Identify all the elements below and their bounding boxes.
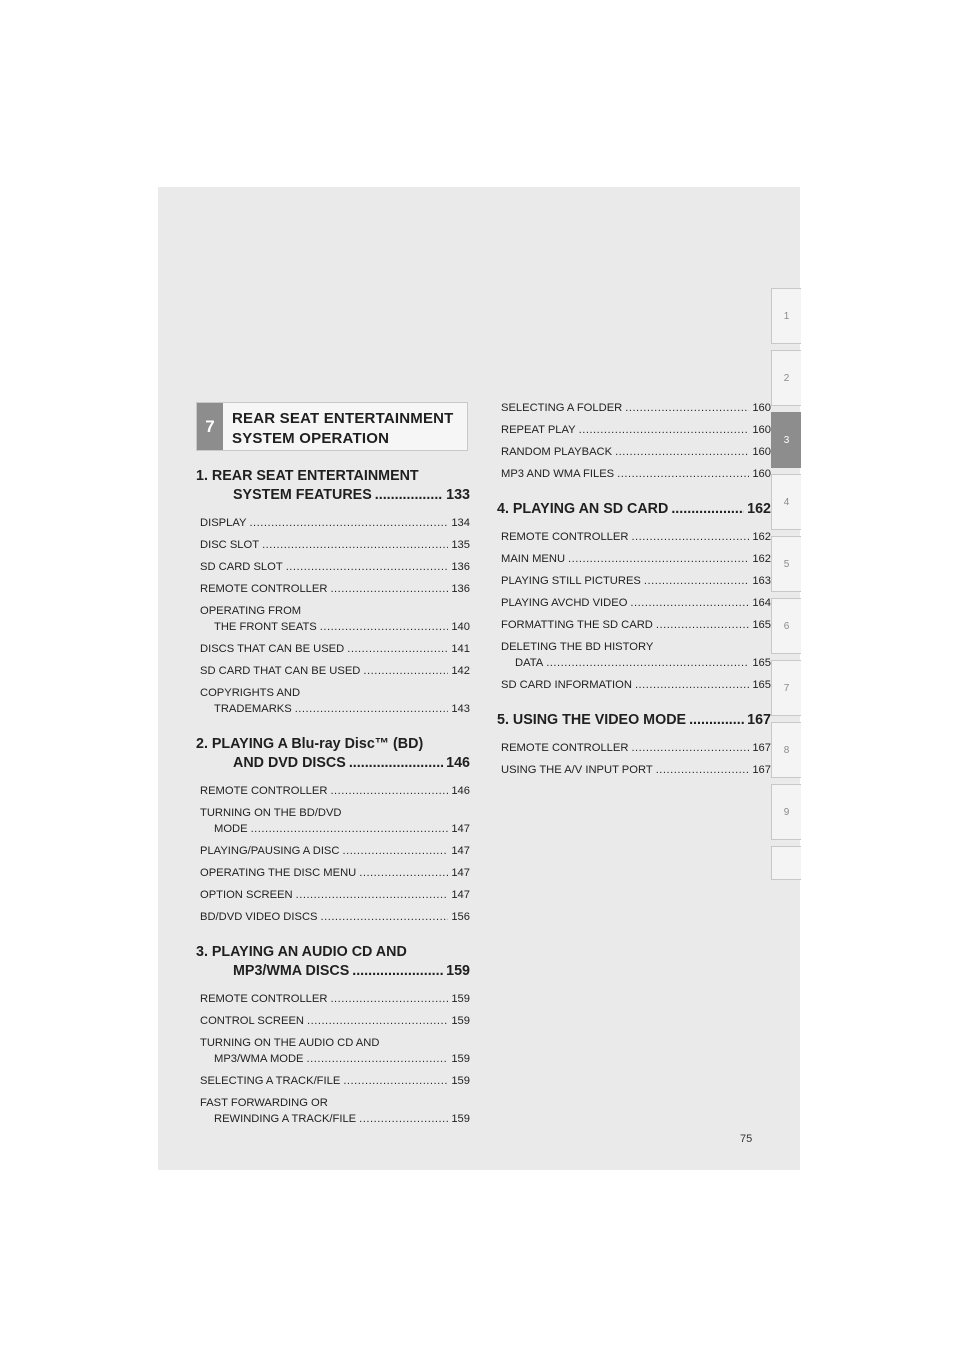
toc-entry[interactable]	[497, 551, 773, 567]
toc-entry[interactable]	[196, 559, 472, 575]
toc-entry-page: 159	[451, 1053, 470, 1065]
toc-entry-title: BD/DVD VIDEO DISCS	[200, 911, 318, 923]
toc-entry-title: DISPLAY	[200, 517, 247, 529]
section-number: 7	[197, 403, 223, 450]
toc-entry-page: 142	[451, 665, 470, 677]
toc-entry-title: SD CARD THAT CAN BE USED	[200, 665, 361, 677]
toc-entry[interactable]	[196, 603, 472, 635]
toc-entry-page: 140	[451, 621, 470, 633]
toc-entry[interactable]	[497, 762, 773, 778]
toc-entry-page: 162	[752, 531, 771, 543]
toc-entry[interactable]	[497, 639, 773, 671]
chapter-title-line1: 3. PLAYING AN AUDIO CD AND	[196, 944, 407, 960]
toc-entry-title: REMOTE CONTROLLER	[200, 583, 328, 595]
toc-entry-title: REMOTE CONTROLLER	[501, 742, 629, 754]
toc-entry-page: 136	[451, 561, 470, 573]
toc-entry-title: MAIN MENU	[501, 553, 566, 565]
toc-entry-title-line2: THE FRONT SEATS	[214, 621, 317, 633]
toc-entry-title: RANDOM PLAYBACK	[501, 446, 613, 458]
chapter-3-heading[interactable]	[196, 943, 472, 981]
toc-entry[interactable]	[497, 400, 773, 416]
toc-right-column	[497, 400, 773, 784]
toc-entry-title: MP3 AND WMA FILES	[501, 468, 615, 480]
toc-entry-page: 159	[451, 1015, 470, 1027]
toc-entry[interactable]	[497, 573, 773, 589]
toc-entry[interactable]	[196, 865, 472, 881]
toc-entry-title-line2: REWINDING A TRACK/FILE	[214, 1113, 357, 1125]
toc-entry-title: USING THE A/V INPUT PORT	[501, 764, 653, 776]
chapter-tab-6[interactable]: 6	[771, 598, 801, 654]
chapter-title-line1: 2. PLAYING A Blu-ray Disc™ (BD)	[196, 736, 424, 752]
chapter-page: 146	[446, 755, 470, 771]
section-title	[223, 403, 454, 450]
toc-entry-title: PLAYING STILL PICTURES	[501, 575, 641, 587]
toc-entry-title: REMOTE CONTROLLER	[501, 531, 629, 543]
chapter-4-heading[interactable]	[497, 500, 773, 519]
chapter-title: 5. USING THE VIDEO MODE	[497, 712, 687, 728]
toc-entry-page: 160	[752, 446, 771, 458]
toc-entry-page: 143	[451, 703, 470, 715]
toc-entry-page: 156	[451, 911, 470, 923]
toc-entry-title: OPTION SCREEN	[200, 889, 293, 901]
chapter-tab-2[interactable]: 2	[771, 350, 801, 406]
toc-entry-title-line2: TRADEMARKS	[214, 703, 292, 715]
chapter-title-line2: SYSTEM FEATURES	[233, 487, 372, 503]
toc-entry[interactable]	[196, 887, 472, 903]
chapter-page: 159	[446, 963, 470, 979]
toc-entry[interactable]	[196, 1073, 472, 1089]
toc-entry[interactable]	[196, 909, 472, 925]
chapter-page: 167	[747, 712, 771, 728]
toc-entry-page: 147	[451, 867, 470, 879]
toc-entry[interactable]	[497, 617, 773, 633]
toc-entry-page: 167	[752, 742, 771, 754]
toc-entry-title: SD CARD SLOT	[200, 561, 283, 573]
chapter-tab-8[interactable]: 8	[771, 722, 801, 778]
toc-entry-page: 135	[451, 539, 470, 551]
toc-entry-page: 160	[752, 424, 771, 436]
toc-entry-page: 162	[752, 553, 771, 565]
toc-entry-page: 160	[752, 468, 771, 480]
chapter-tab-1[interactable]: 1	[771, 288, 801, 344]
toc-entry-page: 147	[451, 823, 470, 835]
chapter-tab-7[interactable]: 7	[771, 660, 801, 716]
toc-entry-page: 136	[451, 583, 470, 595]
toc-entry[interactable]	[196, 843, 472, 859]
chapter-title-line2: MP3/WMA DISCS	[233, 963, 350, 979]
chapter-2-heading[interactable]	[196, 735, 472, 773]
toc-entry-title: CONTROL SCREEN	[200, 1015, 305, 1027]
toc-entry-title-line1: OPERATING FROM	[200, 605, 302, 617]
chapter-title: 4. PLAYING AN SD CARD	[497, 501, 669, 517]
toc-entry-page: 146	[451, 785, 470, 797]
toc-entry-page: 159	[451, 993, 470, 1005]
chapter-tab-blank[interactable]	[771, 846, 801, 880]
toc-entry[interactable]	[196, 641, 472, 657]
toc-entry-title: REPEAT PLAY	[501, 424, 576, 436]
toc-entry-page: 159	[451, 1075, 470, 1087]
toc-entry[interactable]	[196, 805, 472, 837]
toc-entry-page: 160	[752, 402, 771, 414]
toc-entry-page: 159	[451, 1113, 470, 1125]
toc-entry[interactable]	[497, 529, 773, 545]
section-title-line1: REAR SEAT ENTERTAINMENT	[232, 410, 454, 427]
toc-entry[interactable]	[196, 685, 472, 717]
chapter-5-heading[interactable]	[497, 711, 773, 730]
toc-entry[interactable]	[196, 1095, 472, 1127]
toc-entry-page: 165	[752, 657, 771, 669]
chapter-page: 162	[747, 501, 771, 517]
toc-entry-page: 165	[752, 679, 771, 691]
chapter-1-heading[interactable]	[196, 467, 472, 505]
toc-entry[interactable]	[196, 663, 472, 679]
toc-entry[interactable]	[196, 537, 472, 553]
toc-entry-title-line1: TURNING ON THE BD/DVD	[200, 807, 342, 819]
toc-entry[interactable]	[497, 422, 773, 438]
chapter-tab-9[interactable]: 9	[771, 784, 801, 840]
toc-entry-title: DISCS THAT CAN BE USED	[200, 643, 345, 655]
toc-entry-title: REMOTE CONTROLLER	[200, 785, 328, 797]
chapter-tabs	[771, 288, 801, 886]
toc-entry-title: PLAYING/PAUSING A DISC	[200, 845, 340, 857]
toc-entry-page: 141	[451, 643, 470, 655]
toc-entry-page: 164	[752, 597, 771, 609]
section-title-line2: SYSTEM OPERATION	[232, 430, 390, 447]
chapter-tab-5[interactable]: 5	[771, 536, 801, 592]
toc-entry-title-line1: COPYRIGHTS AND	[200, 687, 301, 699]
toc-entry-page: 163	[752, 575, 771, 587]
chapter-tab-3[interactable]: 3	[771, 412, 801, 468]
toc-left-column	[196, 467, 472, 1133]
toc-entry-title-line2: DATA	[515, 657, 544, 669]
toc-entry-title-line1: TURNING ON THE AUDIO CD AND	[200, 1037, 380, 1049]
toc-entry-title: SD CARD INFORMATION	[501, 679, 632, 691]
toc-entry-title: DISC SLOT	[200, 539, 260, 551]
toc-entry-title: FORMATTING THE SD CARD	[501, 619, 653, 631]
page-number: 75	[740, 1133, 753, 1145]
toc-entry-title-line2: MP3/WMA MODE	[214, 1053, 304, 1065]
toc-entry[interactable]	[196, 783, 472, 799]
toc-entry-title-line1: DELETING THE BD HISTORY	[501, 641, 654, 653]
toc-entry-title: SELECTING A TRACK/FILE	[200, 1075, 341, 1087]
toc-entry[interactable]	[196, 1035, 472, 1067]
toc-entry-title: SELECTING A FOLDER	[501, 402, 623, 414]
toc-entry[interactable]	[196, 515, 472, 531]
toc-entry-page: 134	[451, 517, 470, 529]
toc-entry[interactable]	[196, 991, 472, 1007]
toc-entry-title: OPERATING THE DISC MENU	[200, 867, 357, 879]
toc-entry-page: 147	[451, 845, 470, 857]
toc-entry-title: REMOTE CONTROLLER	[200, 993, 328, 1005]
toc-entry-title-line1: FAST FORWARDING OR	[200, 1097, 328, 1109]
toc-entry-page: 165	[752, 619, 771, 631]
toc-entry[interactable]	[497, 740, 773, 756]
toc-entry-page: 167	[752, 764, 771, 776]
toc-entry-page: 147	[451, 889, 470, 901]
chapter-page: 133	[446, 487, 470, 503]
toc-entry[interactable]	[196, 1013, 472, 1029]
toc-entry[interactable]	[497, 444, 773, 460]
chapter-title-line2: AND DVD DISCS	[233, 755, 346, 771]
section-header	[196, 402, 468, 451]
toc-entry[interactable]	[497, 595, 773, 611]
chapter-title-line1: 1. REAR SEAT ENTERTAINMENT	[196, 468, 419, 484]
toc-entry[interactable]	[497, 677, 773, 693]
toc-entry-title-line2: MODE	[214, 823, 248, 835]
toc-entry[interactable]	[497, 466, 773, 482]
toc-entry-title: PLAYING AVCHD VIDEO	[501, 597, 628, 609]
toc-entry[interactable]	[196, 581, 472, 597]
chapter-tab-4[interactable]: 4	[771, 474, 801, 530]
